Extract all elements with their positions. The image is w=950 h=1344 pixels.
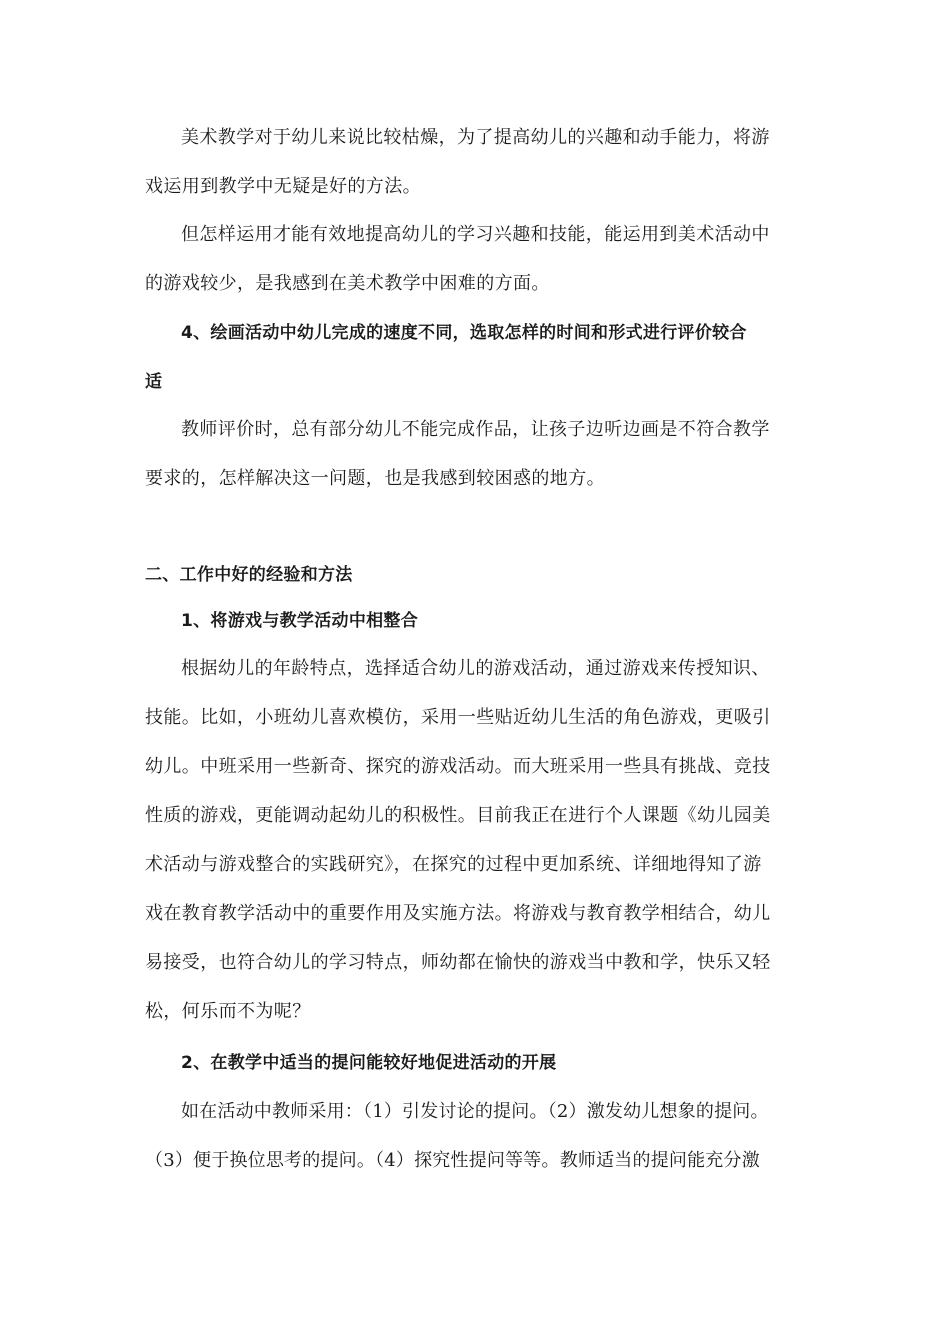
paragraph-3-line-2: 要求的，怎样解决这一问题，也是我感到较困惑的地方。 (145, 468, 605, 489)
heading-4-line-2: 适 (145, 372, 163, 392)
paragraph-4-line-3: 幼儿。中班采用一些新奇、探究的游戏活动。而大班采用一些具有挑战、竞技 (145, 756, 771, 777)
paragraph-4-line-1: 根据幼儿的年龄特点，选择适合幼儿的游戏活动，通过游戏来传授知识、 (181, 658, 770, 679)
heading-4-line-1: 4、绘画活动中幼儿完成的速度不同，选取怎样的时间和形式进行评价较合 (181, 323, 747, 343)
paragraph-5-line-1: 如在活动中教师采用：（1）引发讨论的提问。（2）激发幼儿想象的提问。 (181, 1101, 769, 1122)
paragraph-4-line-4: 性质的游戏，更能调动起幼儿的积极性。目前我正在进行个人课题《幼儿园美 (145, 805, 771, 826)
paragraph-3-line-1: 教师评价时，总有部分幼儿不能完成作品，让孩子边听边画是不符合教学 (181, 419, 770, 440)
paragraph-2-line-1: 但怎样运用才能有效地提高幼儿的学习兴趣和技能，能运用到美术活动中 (181, 224, 770, 245)
paragraph-1-line-1: 美术教学对于幼儿来说比较枯燥，为了提高幼儿的兴趣和动手能力，将游 (181, 127, 770, 148)
subheading-1: 1、将游戏与教学活动中相整合 (181, 611, 419, 631)
paragraph-4-line-2: 技能。比如，小班幼儿喜欢模仿，采用一些贴近幼儿生活的角色游戏，更吸引 (145, 707, 771, 728)
paragraph-4-line-6: 戏在教育教学活动中的重要作用及实施方法。将游戏与教育教学相结合，幼儿 (145, 903, 771, 924)
paragraph-4-line-5: 术活动与游戏整合的实践研究》，在探究的过程中更加系统、详细地得知了游 (145, 854, 762, 875)
paragraph-4-line-7: 易接受，也符合幼儿的学习特点，师幼都在愉快的游戏当中教和学，快乐又轻 (145, 952, 771, 973)
paragraph-2-line-2: 的游戏较少，是我感到在美术教学中困难的方面。 (145, 273, 550, 294)
subheading-2: 2、在教学中适当的提问能较好地促进活动的开展 (181, 1053, 557, 1073)
section-2-title: 二、工作中好的经验和方法 (145, 565, 353, 585)
paragraph-1-line-2: 戏运用到教学中无疑是好的方法。 (145, 176, 421, 197)
paragraph-4-line-8: 松，何乐而不为呢？ (145, 1001, 311, 1022)
paragraph-5-line-2: （3）便于换位思考的提问。（4）探究性提问等等。教师适当的提问能充分激 (145, 1150, 760, 1171)
